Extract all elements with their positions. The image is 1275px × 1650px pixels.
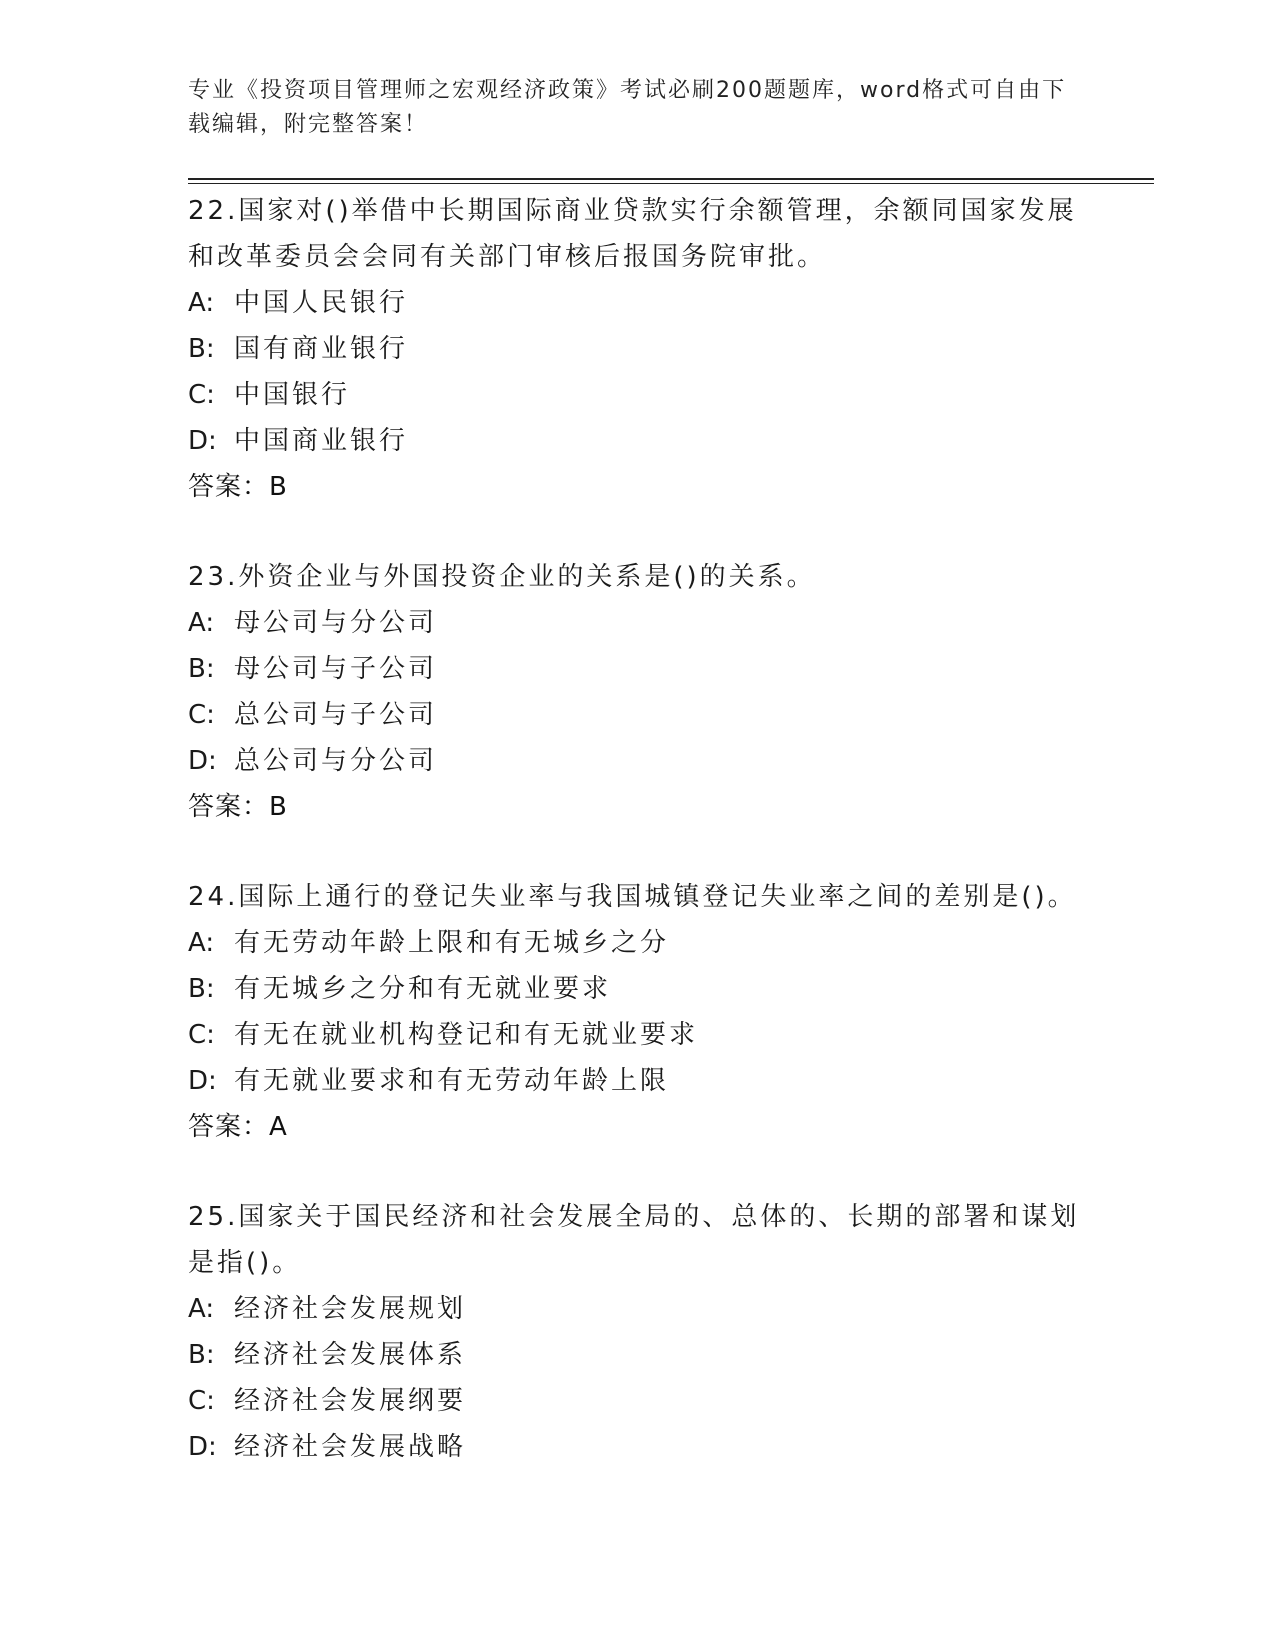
question-24	[188, 874, 1088, 1150]
option-text: 经济社会发展规划	[234, 1294, 467, 1324]
option-c	[188, 1012, 1088, 1058]
question-stem: 24.国际上通行的登记失业率与我国城镇登记失业率之间的差别是()。	[188, 882, 1077, 912]
option-d	[188, 1058, 1088, 1104]
question-stem: 22.国家对()举借中长期国际商业贷款实行余额管理，余额同国家发展和改革委员会会同有关部门审核后报国务院审批。	[188, 196, 1077, 272]
option-letter: A:	[188, 288, 215, 318]
option-letter: A:	[188, 1294, 215, 1324]
option-letter: B:	[188, 654, 215, 684]
option-text: 有无劳动年龄上限和有无城乡之分	[234, 928, 670, 958]
option-letter: D:	[188, 1066, 217, 1096]
option-letter: D:	[188, 426, 217, 456]
question-list	[188, 188, 1088, 1514]
option-letter: A:	[188, 608, 215, 638]
option-letter: C:	[188, 1020, 215, 1050]
option-letter: B:	[188, 334, 215, 364]
option-d	[188, 1424, 1088, 1470]
option-text: 有无在就业机构登记和有无就业要求	[234, 1020, 699, 1050]
option-letter: D:	[188, 1432, 217, 1462]
option-d	[188, 738, 1088, 784]
option-d	[188, 418, 1088, 464]
option-b	[188, 966, 1088, 1012]
option-text: 总公司与分公司	[234, 746, 438, 776]
header-text: 专业《投资项目管理师之宏观经济政策》考试必刷200题题库，word格式可自由下载编辑，附完整答案！	[188, 78, 1067, 137]
answer-line: 答案：B	[188, 472, 288, 502]
option-text: 经济社会发展纲要	[234, 1386, 467, 1416]
answer-line: 答案：B	[188, 792, 288, 822]
option-text: 母公司与分公司	[234, 608, 438, 638]
option-b	[188, 326, 1088, 372]
option-text: 中国银行	[234, 380, 351, 410]
option-text: 母公司与子公司	[234, 654, 438, 684]
option-a	[188, 920, 1088, 966]
option-letter: A:	[188, 928, 215, 958]
option-c	[188, 372, 1088, 418]
option-text: 中国商业银行	[234, 426, 409, 456]
option-letter: C:	[188, 380, 215, 410]
option-b	[188, 1332, 1088, 1378]
answer-line: 答案：A	[188, 1112, 288, 1142]
option-c	[188, 1378, 1088, 1424]
option-letter: B:	[188, 1340, 215, 1370]
option-letter: C:	[188, 1386, 215, 1416]
option-text: 总公司与子公司	[234, 700, 438, 730]
question-23	[188, 554, 1088, 830]
option-text: 有无城乡之分和有无就业要求	[234, 974, 612, 1004]
option-text: 国有商业银行	[234, 334, 409, 364]
option-a	[188, 600, 1088, 646]
question-25	[188, 1194, 1088, 1470]
option-text: 中国人民银行	[234, 288, 409, 318]
question-stem: 23.外资企业与外国投资企业的关系是()的关系。	[188, 562, 816, 592]
option-text: 经济社会发展体系	[234, 1340, 467, 1370]
option-b	[188, 646, 1088, 692]
header-divider	[188, 178, 1154, 184]
option-letter: D:	[188, 746, 217, 776]
option-letter: B:	[188, 974, 215, 1004]
option-text: 有无就业要求和有无劳动年龄上限	[234, 1066, 670, 1096]
option-c	[188, 692, 1088, 738]
option-letter: C:	[188, 700, 215, 730]
question-22	[188, 188, 1088, 510]
document-header	[188, 74, 1088, 142]
option-a	[188, 280, 1088, 326]
option-a	[188, 1286, 1088, 1332]
question-stem: 25.国家关于国民经济和社会发展全局的、总体的、长期的部署和谋划是指()。	[188, 1202, 1080, 1278]
option-text: 经济社会发展战略	[234, 1432, 467, 1462]
